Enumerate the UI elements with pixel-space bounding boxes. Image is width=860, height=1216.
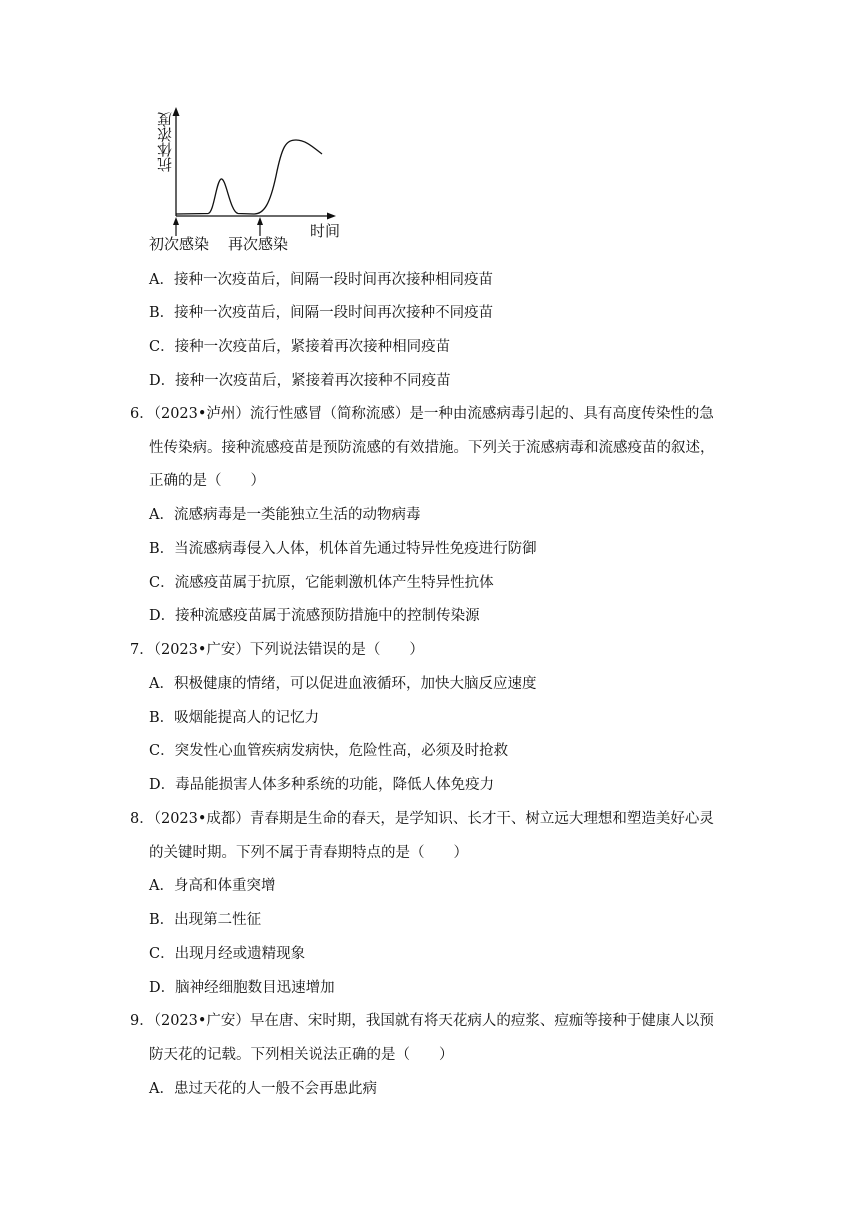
- q7-stem-line-1: 7．（2023•广安）下列说法错误的是（ ）: [130, 642, 424, 658]
- q6-option-a: A．流感病毒是一类能独立生活的动物病毒: [149, 507, 421, 523]
- y-axis-label: 抗体浓度: [156, 112, 174, 172]
- q7-option-b: B．吸烟能提高人的记忆力: [149, 710, 320, 726]
- q8-option-d: D．脑神经细胞数目迅速增加: [149, 980, 335, 996]
- second-infection-arrow-icon: [257, 217, 263, 225]
- q6-option-d: D．接种流感疫苗属于流感预防措施中的控制传染源: [149, 608, 480, 624]
- q8-option-a: A．身高和体重突增: [149, 878, 276, 894]
- q5-option-a: A．接种一次疫苗后，间隔一段时间再次接种相同疫苗: [149, 272, 493, 288]
- q9-stem-line-1: 9．（2023•广安）早在唐、宋时期，我国就有将天花病人的痘浆、痘痂等接种于健康人以预: [130, 1013, 714, 1029]
- x-axis-label: 时间: [310, 222, 341, 240]
- antibody-figure: [146, 104, 346, 258]
- q9-stem-line-2: 防天花的记载。下列相关说法正确的是（ ）: [149, 1047, 454, 1063]
- q5-option-b: B．接种一次疫苗后，间隔一段时间再次接种不同疫苗: [149, 305, 494, 321]
- q6-stem-line-3: 正确的是（ ）: [149, 473, 265, 489]
- first-infection-label: 初次感染: [149, 235, 210, 253]
- q7-option-d: D．毒品能损害人体多种系统的功能，降低人体免疫力: [149, 777, 495, 793]
- q9-option-a: A．患过天花的人一般不会再患此病: [149, 1081, 377, 1097]
- q8-stem-line-2: 的关键时期。下列不属于青春期特点的是（ ）: [149, 845, 468, 861]
- q8-option-b: B．出现第二性征: [149, 912, 262, 928]
- q8-stem-line-1: 8．（2023•成都）青春期是生命的春天，是学知识、长才干、树立远大理想和塑造美好心灵: [130, 811, 714, 827]
- q7-option-c: C．突发性心血管疾病发病快，危险性高，必须及时抢救: [149, 743, 509, 759]
- q5-option-d: D．接种一次疫苗后，紧接着再次接种不同疫苗: [149, 373, 451, 389]
- second-infection-label: 再次感染: [228, 235, 289, 253]
- q5-option-c: C．接种一次疫苗后，紧接着再次接种相同疫苗: [149, 339, 451, 355]
- q6-stem-line-2: 性传染病。接种流感疫苗是预防流感的有效措施。下列关于流感病毒和流感疫苗的叙述，: [149, 440, 715, 456]
- q6-option-b: B．当流感病毒侵入人体，机体首先通过特异性免疫进行防御: [149, 541, 537, 557]
- x-axis-arrow-icon: [327, 213, 336, 220]
- q7-option-a: A．积极健康的情绪，可以促进血液循环，加快大脑反应速度: [149, 676, 537, 692]
- q6-stem-line-1: 6．（2023•泸州）流行性感冒（简称流感）是一种由流感病毒引起的、具有高度传染性的急: [130, 406, 714, 422]
- first-infection-arrow-icon: [173, 217, 179, 225]
- q6-option-c: C．流感疫苗属于抗原，它能刺激机体产生特异性抗体: [149, 575, 494, 591]
- q8-option-c: C．出现月经或遗精现象: [149, 946, 306, 962]
- antibody-curve: [176, 140, 322, 214]
